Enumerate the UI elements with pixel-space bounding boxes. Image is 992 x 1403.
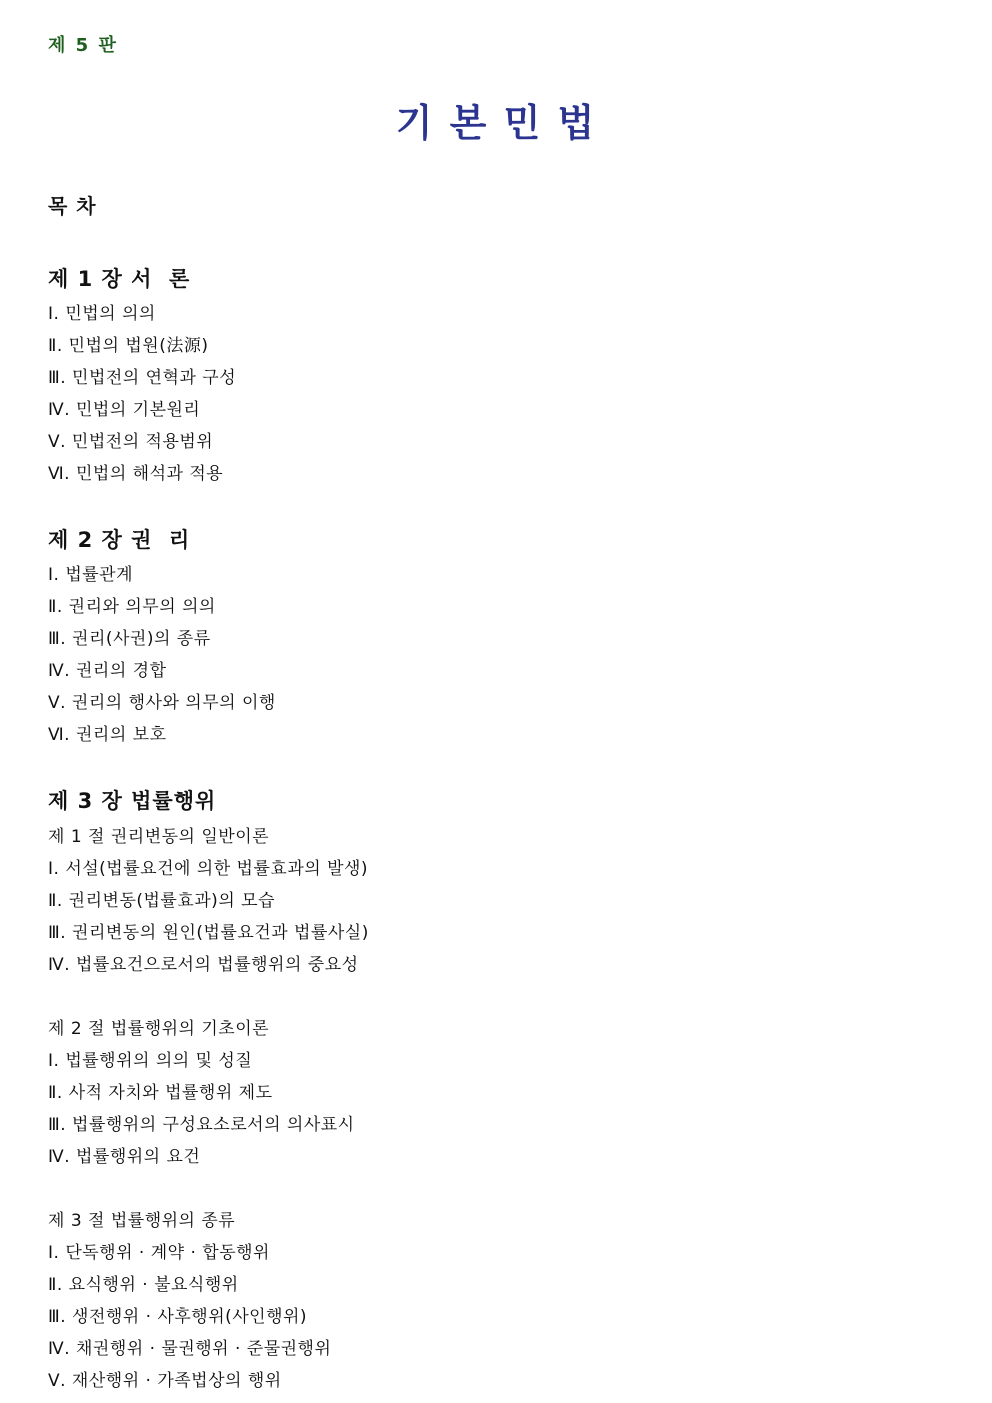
toc-item: Ⅵ. 권리의 보호: [48, 725, 167, 745]
toc-item: Ⅲ. 권리(사권)의 종류: [48, 629, 211, 649]
toc-item: Ⅱ. 권리와 의무의 의의: [48, 597, 216, 617]
chapter-2-heading: 제 2 장 권 리: [48, 528, 191, 552]
toc-item: Ⅰ. 단독행위 · 계약 · 합동행위: [48, 1243, 270, 1263]
section-title: 제 2 절 법률행위의 기초이론: [48, 1019, 270, 1039]
toc-item: Ⅲ. 법률행위의 구성요소로서의 의사표시: [48, 1115, 355, 1135]
toc-item: Ⅰ. 법률관계: [48, 565, 134, 585]
toc-item: Ⅰ. 민법의 의의: [48, 304, 156, 324]
document-title: 기 본 민 법: [395, 101, 597, 145]
chapter-3-heading: 제 3 장 법률행위: [48, 789, 217, 813]
toc-item: Ⅴ. 민법전의 적용범위: [48, 432, 214, 452]
chapter-1-heading: 제 1 장 서 론: [48, 267, 191, 291]
toc-item: Ⅳ. 권리의 경합: [48, 661, 167, 681]
toc-item: Ⅵ. 민법의 해석과 적용: [48, 464, 224, 484]
toc-item: Ⅱ. 민법의 법원(法源): [48, 336, 209, 356]
section-title: 제 1 절 권리변동의 일반이론: [48, 827, 270, 847]
toc-item: Ⅰ. 법률행위의 의의 및 성질: [48, 1051, 253, 1071]
section-title: 제 3 절 법률행위의 종류: [48, 1211, 236, 1231]
toc-item: Ⅳ. 법률요건으로서의 법률행위의 중요성: [48, 955, 359, 975]
toc-item: Ⅴ. 재산행위 · 가족법상의 행위: [48, 1371, 282, 1391]
toc-item: Ⅳ. 채권행위 · 물권행위 · 준물권행위: [48, 1339, 332, 1359]
toc-item: Ⅲ. 민법전의 연혁과 구성: [48, 368, 237, 388]
toc-heading: 목 차: [48, 194, 97, 218]
toc-item: Ⅲ. 생전행위 · 사후행위(사인행위): [48, 1307, 308, 1327]
toc-item: Ⅱ. 권리변동(법률효과)의 모습: [48, 891, 275, 911]
toc-item: Ⅱ. 요식행위 · 불요식행위: [48, 1275, 239, 1295]
toc-item: Ⅲ. 권리변동의 원인(법률요건과 법률사실): [48, 923, 369, 943]
toc-item: Ⅳ. 법률행위의 요건: [48, 1147, 201, 1167]
toc-item: Ⅳ. 민법의 기본원리: [48, 400, 201, 420]
toc-item: Ⅱ. 사적 자치와 법률행위 제도: [48, 1083, 273, 1103]
toc-item: Ⅰ. 서설(법률요건에 의한 법률효과의 발생): [48, 859, 369, 879]
toc-item: Ⅴ. 권리의 행사와 의무의 이행: [48, 693, 276, 713]
edition-label: 제 5 판: [48, 35, 118, 56]
